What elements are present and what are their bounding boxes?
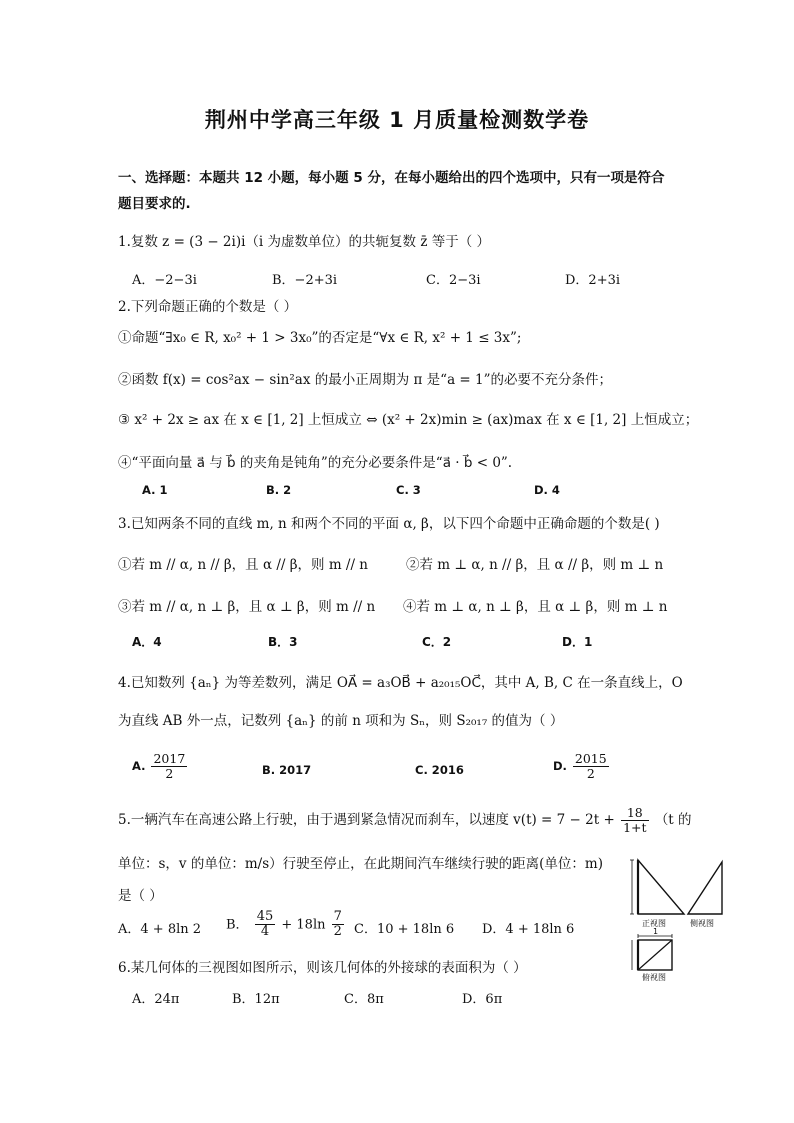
q2-statement-3: ③ x² + 2x ≥ ax 在 x ∈ [1, 2] 上恒成立 ⇔ (x² + 2x)min ≥ (ax)max 在 x ∈ [1, 2] 上恒成立； bbox=[118, 412, 699, 428]
q5-option-a[interactable]: A．4 + 8ln 2 bbox=[118, 922, 202, 937]
q6-option-d[interactable]: D．6π bbox=[462, 992, 503, 1007]
front-view bbox=[630, 860, 684, 914]
q2-option-b[interactable]: B. 2 bbox=[266, 483, 292, 497]
top-view bbox=[632, 934, 672, 970]
q1-option-b[interactable]: B．−2+3i bbox=[272, 273, 338, 288]
q4-option-a[interactable]: A. $\frac{2017}{2}$ bbox=[132, 751, 186, 781]
q1-option-a[interactable]: A．−2−3i bbox=[132, 273, 197, 288]
q3-stem: 3.已知两条不同的直线 m, n 和两个不同的平面 α, β，以下四个命题中正确命题的个数是( ) bbox=[118, 516, 660, 532]
q3-option-a[interactable]: A．4 bbox=[132, 635, 162, 649]
front-view-label: 正视图 bbox=[642, 919, 666, 928]
q2-option-c[interactable]: C. 3 bbox=[396, 483, 421, 497]
q1-option-d[interactable]: D．2+3i bbox=[565, 273, 621, 288]
q4-stem-line1: 4.已知数列 {aₙ} 为等差数列，满足 OA⃗ = a₃OB⃗ + a₂₀₁₅OC⃗，其中 A, B, C 在一条直线上，O bbox=[118, 675, 683, 691]
q6-option-a[interactable]: A．24π bbox=[132, 992, 180, 1007]
section-heading-line1: 一、选择题：本题共 12 小题，每小题 5 分，在每小题给出的四个选项中，只有一项是符合 bbox=[118, 170, 665, 186]
q5-stem-line1: 5.一辆汽车在高速公路上行驶，由于遇到紧急情况而刹车，以速度 v(t) = 7 − 2t + $\frac{18}{1+t}$ （t 的 bbox=[118, 805, 692, 835]
q2-option-a[interactable]: A. 1 bbox=[142, 483, 168, 497]
q5-stem-line2: 单位：s，v 的单位：m/s）行驶至停止，在此期间汽车继续行驶的距离(单位：m) bbox=[118, 856, 603, 872]
q5-option-c[interactable]: C．10 + 18ln 6 bbox=[354, 922, 455, 937]
q6-option-b[interactable]: B．12π bbox=[232, 992, 280, 1007]
q3-option-c[interactable]: C．2 bbox=[422, 635, 452, 649]
q4-option-d[interactable]: D. $\frac{2015}{2}$ bbox=[553, 751, 607, 781]
q6-stem: 6.某几何体的三视图如图所示，则该几何体的外接球的表面积为（ ） bbox=[118, 960, 527, 976]
q2-option-d[interactable]: D. 4 bbox=[534, 483, 560, 497]
dimension-label: 1 bbox=[653, 927, 659, 936]
q5-stem-line3: 是（ ） bbox=[118, 888, 163, 904]
q2-statement-4: ④“平面向量 a⃗ 与 b⃗ 的夹角是钝角”的充分必要条件是“a⃗ · b⃗ < 0”. bbox=[118, 455, 513, 471]
three-view-figure bbox=[626, 858, 756, 988]
side-view-label: 侧视图 bbox=[690, 919, 714, 928]
q3-option-d[interactable]: D．1 bbox=[562, 635, 593, 649]
q3-statement-2: ②若 m ⊥ α, n // β，且 α // β，则 m ⊥ n bbox=[406, 557, 664, 573]
q4-option-b[interactable]: B. 2017 bbox=[262, 763, 312, 777]
top-view-label: 俯视图 bbox=[642, 973, 666, 982]
q2-statement-1: ①命题“∃x₀ ∈ R, x₀² + 1 > 3x₀”的否定是“∀x ∈ R, x² + 1 ≤ 3x”; bbox=[118, 330, 522, 346]
q1-stem: 1.复数 z = (3 − 2i)i（i 为虚数单位）的共轭复数 z̄ 等于（ ） bbox=[118, 234, 491, 250]
q2-stem: 2.下列命题正确的个数是（ ） bbox=[118, 299, 298, 315]
q4-option-c[interactable]: C. 2016 bbox=[415, 763, 464, 777]
side-view bbox=[688, 862, 722, 914]
q3-option-b[interactable]: B．3 bbox=[268, 635, 298, 649]
q2-statement-2: ②函数 f(x) = cos²ax − sin²ax 的最小正周期为 π 是“a = 1”的必要不充分条件； bbox=[118, 372, 613, 388]
page-title: 荆州中学高三年级 1 月质量检测数学卷 bbox=[204, 108, 590, 132]
q1-option-c[interactable]: C．2−3i bbox=[426, 273, 481, 288]
q3-statement-3: ③若 m // α, n ⊥ β，且 α ⊥ β，则 m // n bbox=[118, 599, 376, 615]
q3-statement-1: ①若 m // α, n // β，且 α // β，则 m // n bbox=[118, 557, 369, 573]
section-heading-line2: 题目要求的. bbox=[118, 196, 191, 212]
q3-statement-4: ④若 m ⊥ α, n ⊥ β，且 α ⊥ β，则 m ⊥ n bbox=[403, 599, 668, 615]
q5-option-d[interactable]: D．4 + 18ln 6 bbox=[482, 922, 575, 937]
q5-option-b[interactable]: B． $\frac{45}{4}$ + 18ln $\frac{7}{2}$ bbox=[226, 909, 342, 940]
q4-stem-line2: 为直线 AB 外一点，记数列 {aₙ} 的前 n 项和为 Sₙ，则 S₂₀₁₇ 的值为（ ） bbox=[118, 713, 564, 729]
q6-option-c[interactable]: C．8π bbox=[344, 992, 384, 1007]
